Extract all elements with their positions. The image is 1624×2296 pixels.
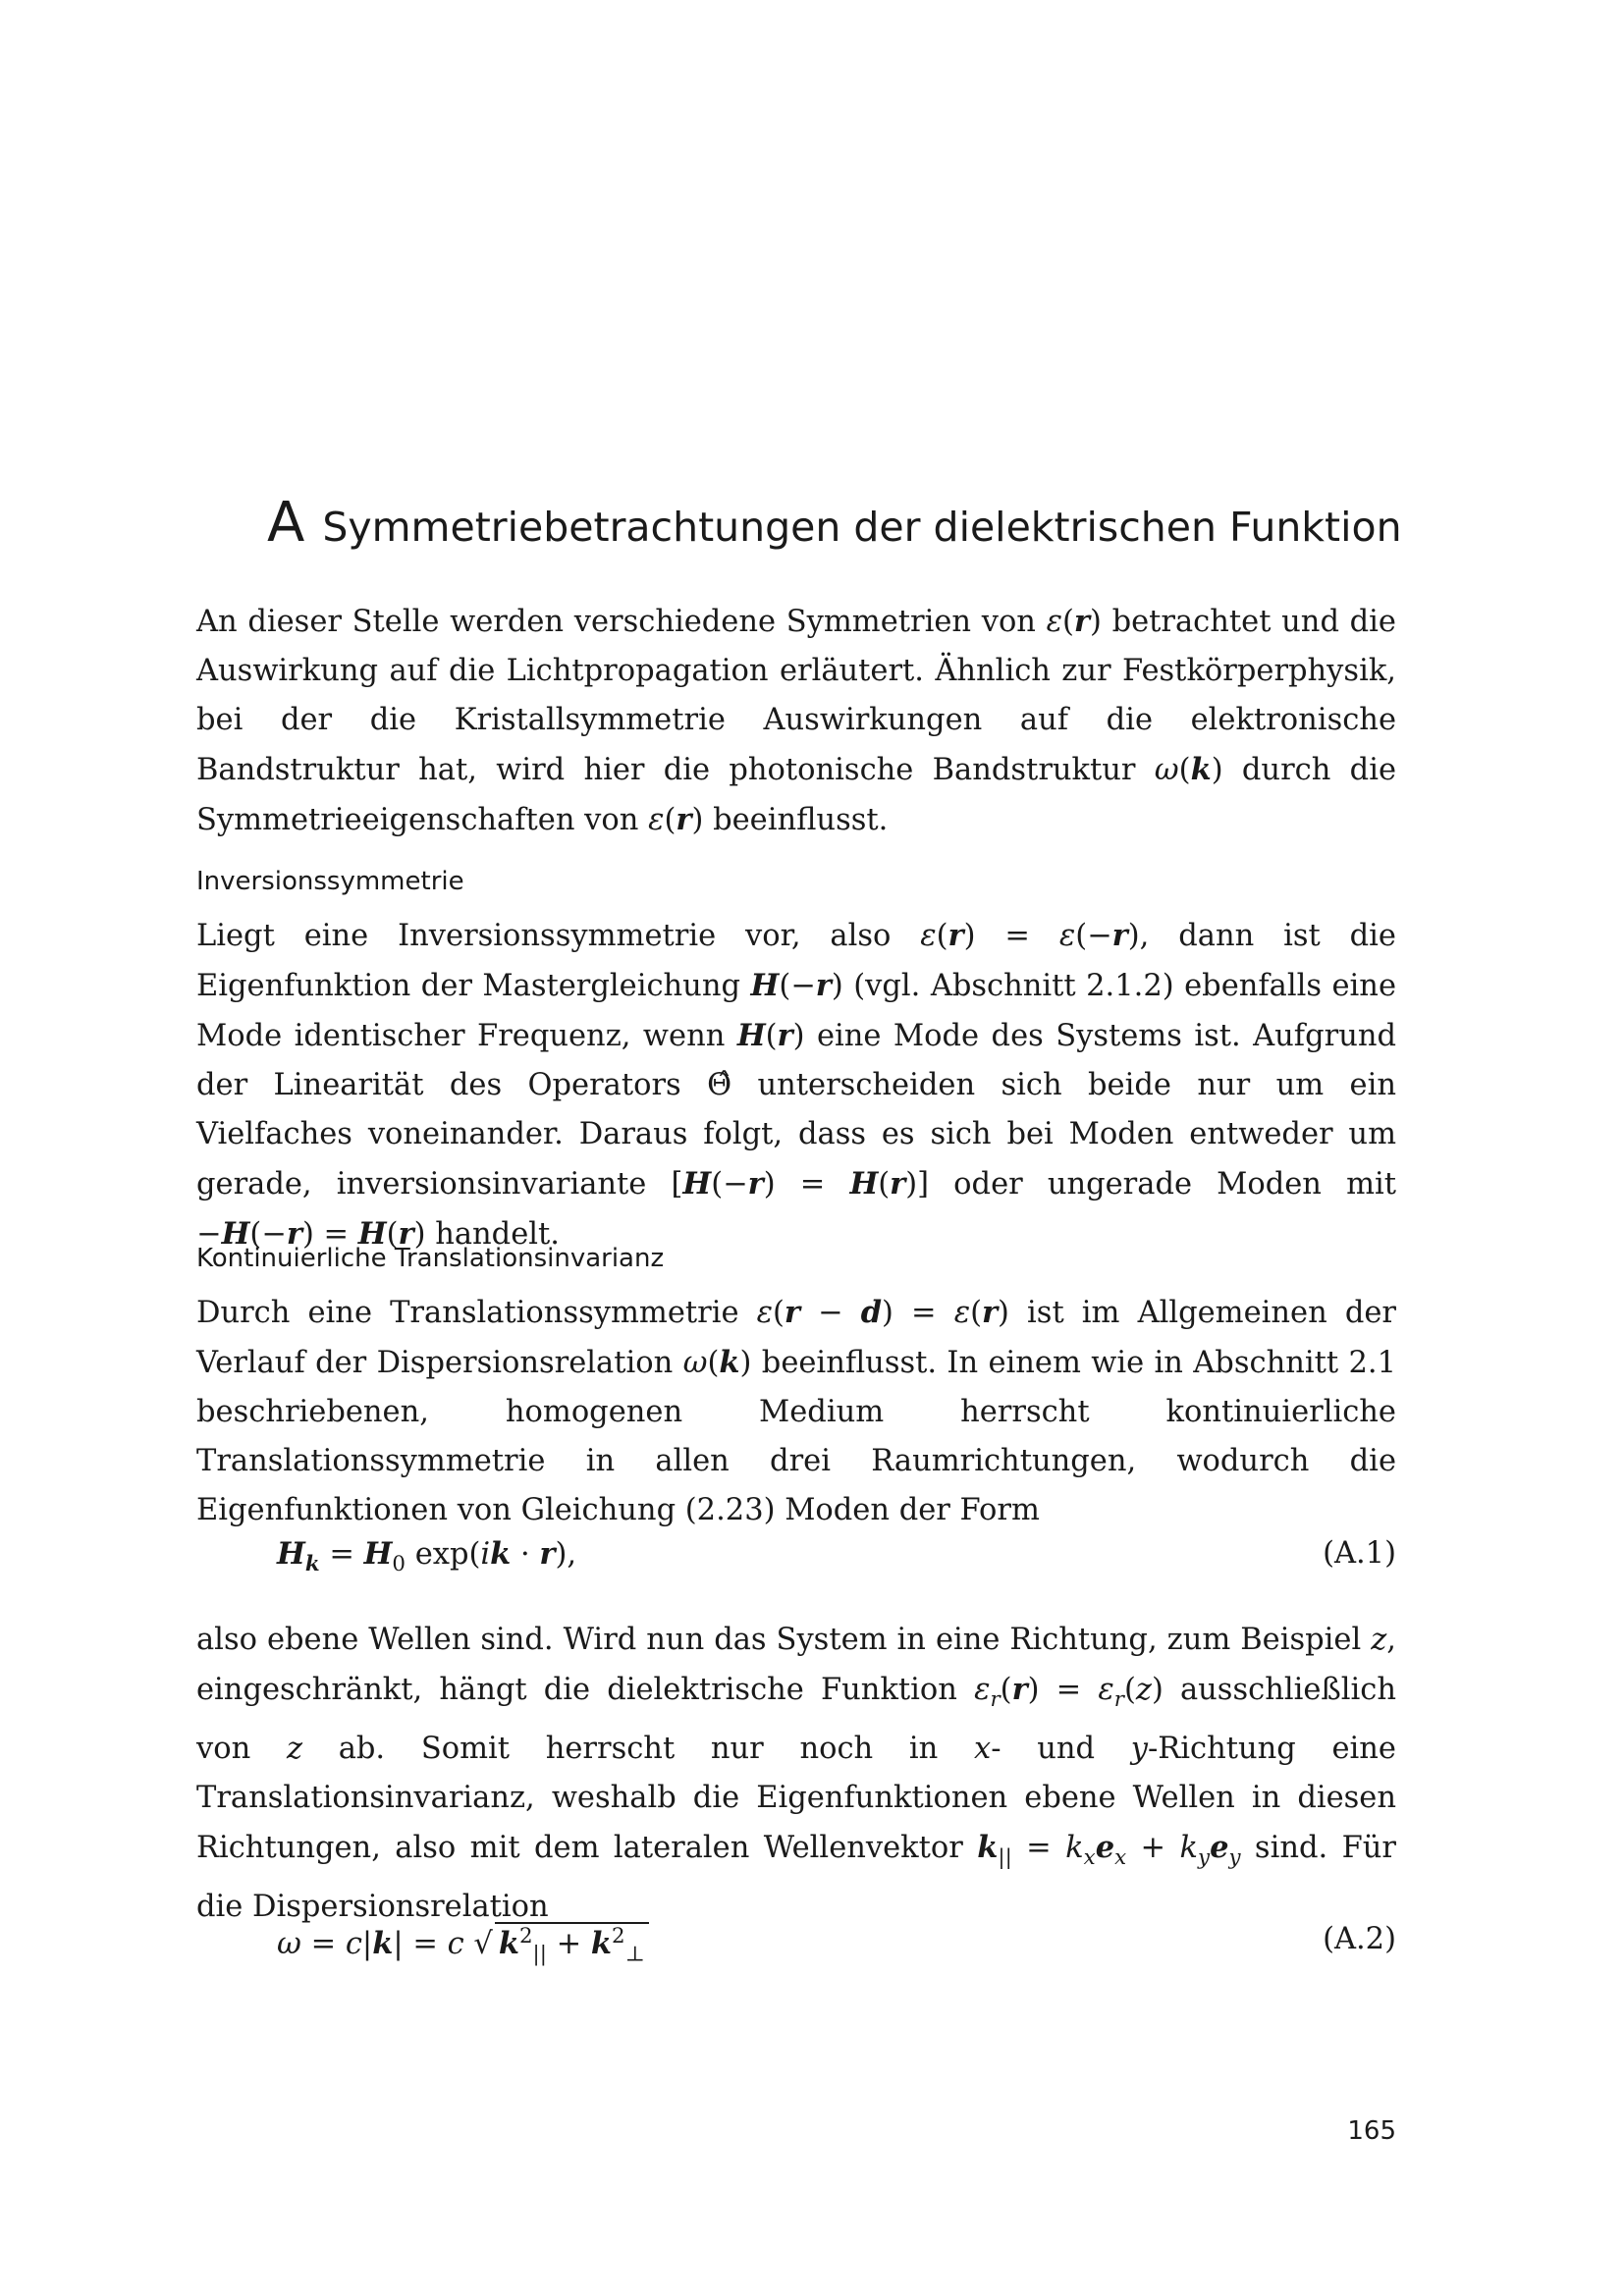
equation-a2 — [196, 1922, 1396, 1981]
lateral-paragraph: also ebene Wellen sind. Wird nun das System in eine Richtung, zum Beispiel z, eingeschränkt, hängt die dielektrische Funktion $\varepsilon_r(r) = \varepsilon_r(z)$ ausschließlich von z ab. Somit herrscht nur noch in x- und y-Richtung eine Translationsinvarianz, weshalb die Eigenfunktionen ebene Wellen in diesen Richtungen, also mit dem lateralen Wellenvektor $k_{||} = k_xe_x + k_ye_y$ sind. Für die Dispersionsrelation — [196, 1623, 1397, 1925]
section-heading-inversion: Inversionssymmetrie — [196, 867, 464, 896]
square-root: $k^2_{||} + k^2_\perp$ — [495, 1922, 649, 1966]
equation-a1-number: (A.1) — [1323, 1536, 1396, 1571]
inversion-paragraph: Liegt eine Inversionssymmetrie vor, also ε(r) = ε(−r), dann ist die Eigenfunktion der Mastergleichung H(−r) (vgl. Abschnitt 2.1.2) ebenfalls eine Mode identischer Frequenz, wenn H(r) eine Mode des Systems ist. Aufgrund der Linearität des Operators Θ̂ unterscheiden sich beide nur um ein Vielfaches voneinander. Daraus folgt, dass es sich bei Moden entweder um gerade, inversionsinvariante [H(−r) = H(r)] oder ungerade Moden mit −H(−r) = H(r) handelt. — [196, 918, 1397, 1252]
intro-paragraph: An dieser Stelle werden verschiedene Symmetrien von ε(r) betrachtet und die Auswirkung auf die Lichtpropagation erläutert. Ähnlich zur Festkörperphysik, bei der die Kristallsymmetrie Auswirkungen auf die elektronische Bandstruktur hat, wird hier die photonische Bandstruktur ω(k) durch die Symmetrieeigenschaften von ε(r) beeinflusst. — [196, 604, 1396, 837]
chapter-letter: A — [267, 491, 305, 555]
chapter-title — [267, 491, 1402, 555]
equation-a1 — [196, 1536, 1396, 1595]
document-page — [196, 0, 1402, 2296]
page-number: 165 — [1347, 2116, 1396, 2146]
equation-a1-body: $H_k = H_0$ exp(ik · r), — [277, 1536, 577, 1577]
operator-theta: Θ̂ — [707, 1068, 732, 1102]
section-heading-translation: Kontinuierliche Translationsinvarianz — [196, 1244, 665, 1273]
chapter-title-text: Symmetriebetrachtungen der dielektrischen Funktion — [322, 504, 1402, 551]
translation-paragraph: Durch eine Translationssymmetrie ε(r − d) = ε(r) ist im Allgemeinen der Verlauf der Dispersionsrelation ω(k) beeinflusst. In einem wie in Abschnitt 2.1 beschriebenen, homogenen Medium herrscht kontinuierliche Translationssymmetrie in allen drei Raumrichtungen, wodurch die Eigenfunktionen von Gleichung (2.23) Moden der Form — [196, 1295, 1396, 1527]
equation-a2-body: ω = c|k| = c √ $k^2_{||} + k^2_\perp$ — [277, 1922, 649, 1966]
equation-a2-number: (A.2) — [1323, 1922, 1396, 1956]
